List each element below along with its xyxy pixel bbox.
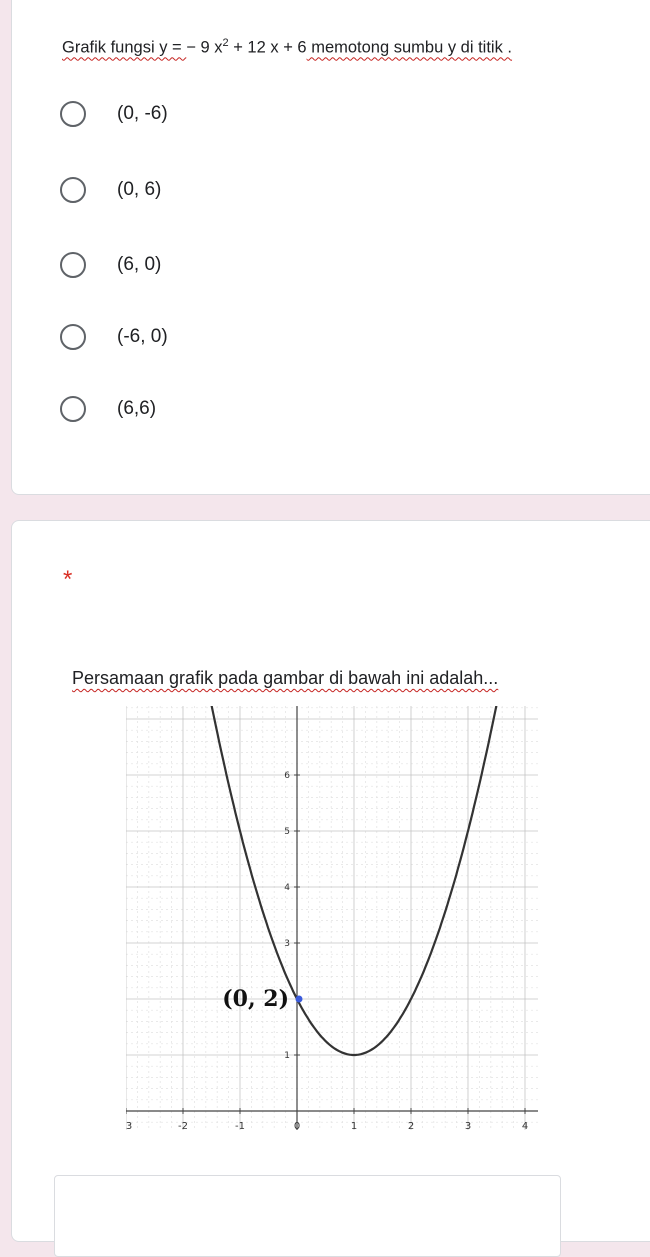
option-label: (-6, 0) [117, 326, 168, 347]
x-tick-label: 1 [350, 1121, 358, 1130]
x-tick-label: 0 [293, 1121, 301, 1130]
radio-button[interactable] [60, 252, 86, 278]
x-tick-label: 3 [464, 1121, 472, 1130]
y-tick-label: 6 [284, 771, 290, 781]
question-card-2 [11, 520, 650, 1242]
parabola-graph [126, 706, 538, 1130]
y-tick-label: 3 [284, 939, 290, 949]
x-tick-label: -2 [178, 1121, 188, 1130]
x-tick-label: 2 [407, 1121, 415, 1130]
question-1-title-suffix: memotong sumbu y di titik . [306, 38, 513, 57]
option-neg6-0[interactable] [60, 317, 168, 357]
x-tick-label: 3 [126, 1121, 133, 1130]
option-label: (6,6) [117, 398, 157, 419]
question-1-title [62, 37, 512, 58]
y-tick-label: 5 [284, 827, 290, 837]
option-label: (0, 6) [117, 179, 162, 200]
required-asterisk: * [63, 566, 73, 593]
answer-input[interactable] [54, 1175, 561, 1257]
annotated-point [296, 996, 303, 1003]
question-1-title-prefix: Grafik fungsi y = [62, 38, 187, 57]
radio-button[interactable] [60, 101, 86, 127]
question-1-equation [186, 37, 306, 58]
x-tick-label: 4 [521, 1121, 529, 1130]
y-tick-label: 1 [284, 1051, 290, 1061]
question-1-eq-b: + 12 x + 6 [228, 38, 307, 57]
option-0-neg6[interactable] [60, 94, 168, 134]
graph-grid [126, 706, 538, 1130]
x-tick-label: -1 [235, 1121, 245, 1130]
point-label: (0, 2) [222, 986, 289, 1012]
option-6-0[interactable] [60, 245, 161, 285]
option-0-6[interactable] [60, 170, 161, 210]
radio-button[interactable] [60, 396, 86, 422]
question-2-title: Persamaan grafik pada gambar di bawah ini adalah... [72, 668, 499, 688]
option-label: (6, 0) [117, 254, 162, 275]
option-label: (0, -6) [117, 103, 168, 124]
option-6-6[interactable] [60, 389, 156, 429]
radio-button[interactable] [60, 177, 86, 203]
radio-button[interactable] [60, 324, 86, 350]
question-card-1 [11, 0, 650, 495]
question-1-eq-a: − 9 x [186, 38, 223, 57]
question-1-eq-exponent: 2 [222, 37, 229, 49]
y-tick-label: 4 [284, 883, 290, 893]
